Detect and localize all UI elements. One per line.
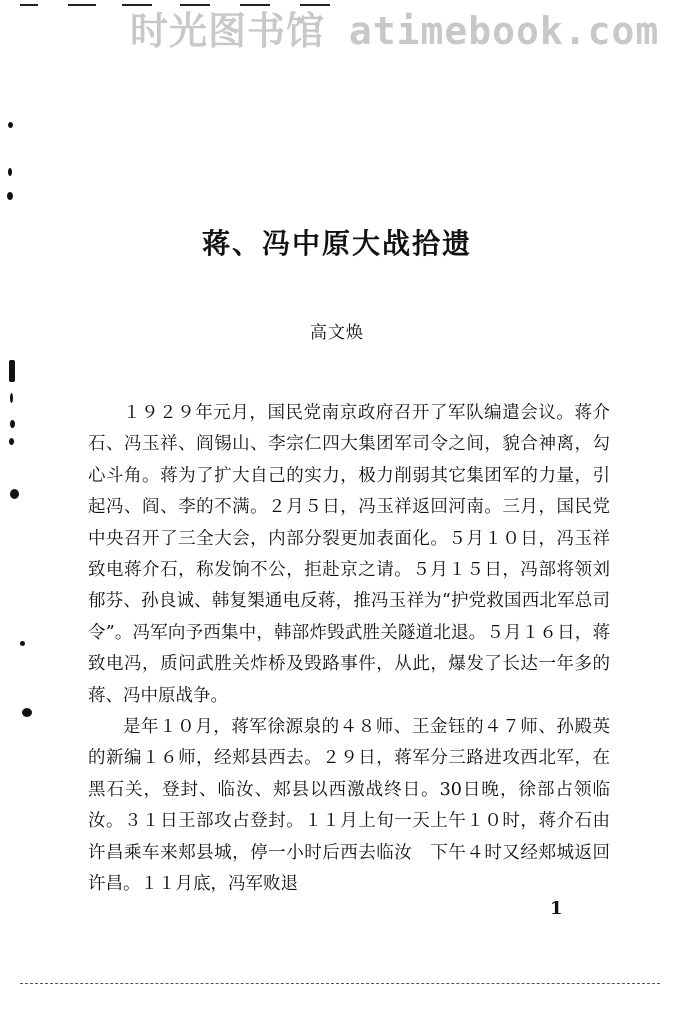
author-name: 高文焕 xyxy=(310,323,364,343)
paragraph: 是年１０月，蒋军徐源泉的４８师、王金钰的４７师、孙殿英的新编１６师，经郏县西去。２９日，蒋军分三路进攻西北军，在黑石关，登封、临汝、郏县以西激战终日。30日晚，徐部占领临汝。３１日王部攻占登封。１１月上旬一天上午１０时，蒋介石由许昌乘车来郏县城，停一小时后西去临汝 下午４时又经郏城返回许昌。１１月底，冯军败退 xyxy=(88,717,610,895)
paragraph: １９２９年元月，国民党南京政府召开了军队编遣会议。蒋介石、冯玉祥、阎锡山、李宗仁四大集团军司令之间，貌合神离，勾心斗角。蒋为了扩大自己的实力，极力削弱其它集团军的力量，引起冯、阎、李的不满。２月５日，冯玉祥返回河南。三月，国民党中央召开了三全大会，内部分裂更加表面化。５月１０日，冯玉祥致电蒋介石，称发饷不公，拒赴京之请。５月１５日，冯部将领刘郁芬、孙良诚、韩复榘通电反蒋，推冯玉祥为“护党救国西北军总司令”。冯军向予西集中，韩部炸毁武胜关隧道北退。５月１６日，蒋致电冯，质问武胜关炸桥及毁路事件，从此，爆发了长达一年多的蒋、冯中原战争。 xyxy=(88,403,610,706)
watermark: 时光图书馆 atimebook.com xyxy=(130,9,660,53)
bottom-dashed-rule xyxy=(20,983,660,984)
page-number: 1 xyxy=(550,898,563,919)
article-body xyxy=(88,398,610,901)
article-title: 蒋、冯中原大战拾遗 xyxy=(201,227,472,260)
